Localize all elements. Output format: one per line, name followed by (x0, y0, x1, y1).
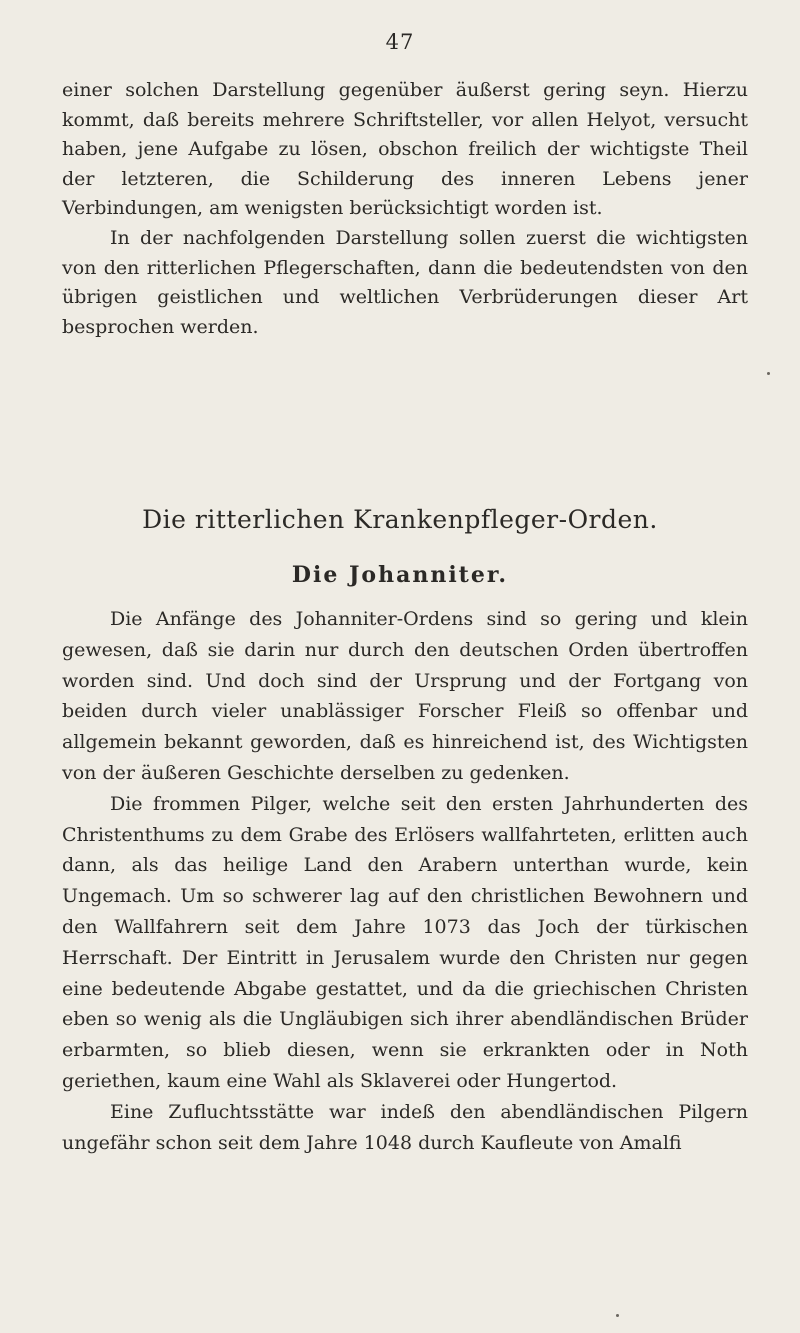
paragraph: Eine Zufluchtsstätte war indeß den abendländischen Pilgern ungefähr schon seit dem Jahre 1048 durch Kaufleute von Amalfi (62, 1100, 748, 1154)
page-number: 47 (385, 30, 415, 54)
paragraph: einer solchen Darstellung gegenüber äußerst gering seyn. Hierzu kommt, daß bereits mehrere Schriftsteller, vor allen Helyot, versucht haben, jene Aufgabe zu lösen, obschon freilich der wichtigste Theil der letzteren, die Schilderung des inneren Lebens jener Verbindungen, am wenigsten berücksichtigt worden ist. (62, 79, 748, 220)
paragraph: Die frommen Pilger, welche seit den ersten Jahrhunderten des Christenthums zu dem Grabe des Erlösers wallfahrteten, erlitten auch dann, als das heilige Land den Arabern unterthan wurde, kein Ungemach. Um so schwerer lag auf den christlichen Bewohnern und den Wallfahrern seit dem Jahre 1073 das Joch der türkischen Herrschaft. Der Eintritt in Jerusalem wurde den Christen nur gegen eine bedeutende Abgabe gestattet, und da die griechischen Christen eben so wenig als die Ungläubigen sich ihrer abendländischen Brüder erbarmten, so blieb diesen, wenn sie erkrankten oder in Noth geriethen, kaum eine Wahl als Sklaverei oder Hungertod. (62, 792, 748, 1092)
margin-speck (616, 1314, 619, 1317)
margin-speck (767, 372, 770, 375)
main-text (62, 604, 748, 1158)
intro-text (62, 76, 748, 342)
paragraph: In der nachfolgenden Darstellung sollen zuerst die wichtigsten von den ritterlichen Pflegerschaften, dann die bedeutendsten von den übrigen geistlichen und weltlichen Verbrüderungen dieser Art besprochen werden. (62, 226, 748, 338)
paragraph: Die Anfänge des Johanniter-Ordens sind so gering und klein gewesen, daß sie darin nur durch den deutschen Orden übertroffen worden sind. Und doch sind der Ursprung und der Fortgang von beiden durch vieler unablässiger Forscher Fleiß so offenbar und allgemein bekannt geworden, daß es hinreichend ist, des Wichtigsten von der äußeren Geschichte derselben zu gedenken. (62, 608, 748, 784)
section-heading: Die ritterlichen Krankenpfleger-Orden. (142, 505, 658, 534)
sub-heading: Die Johanniter. (291, 562, 509, 588)
